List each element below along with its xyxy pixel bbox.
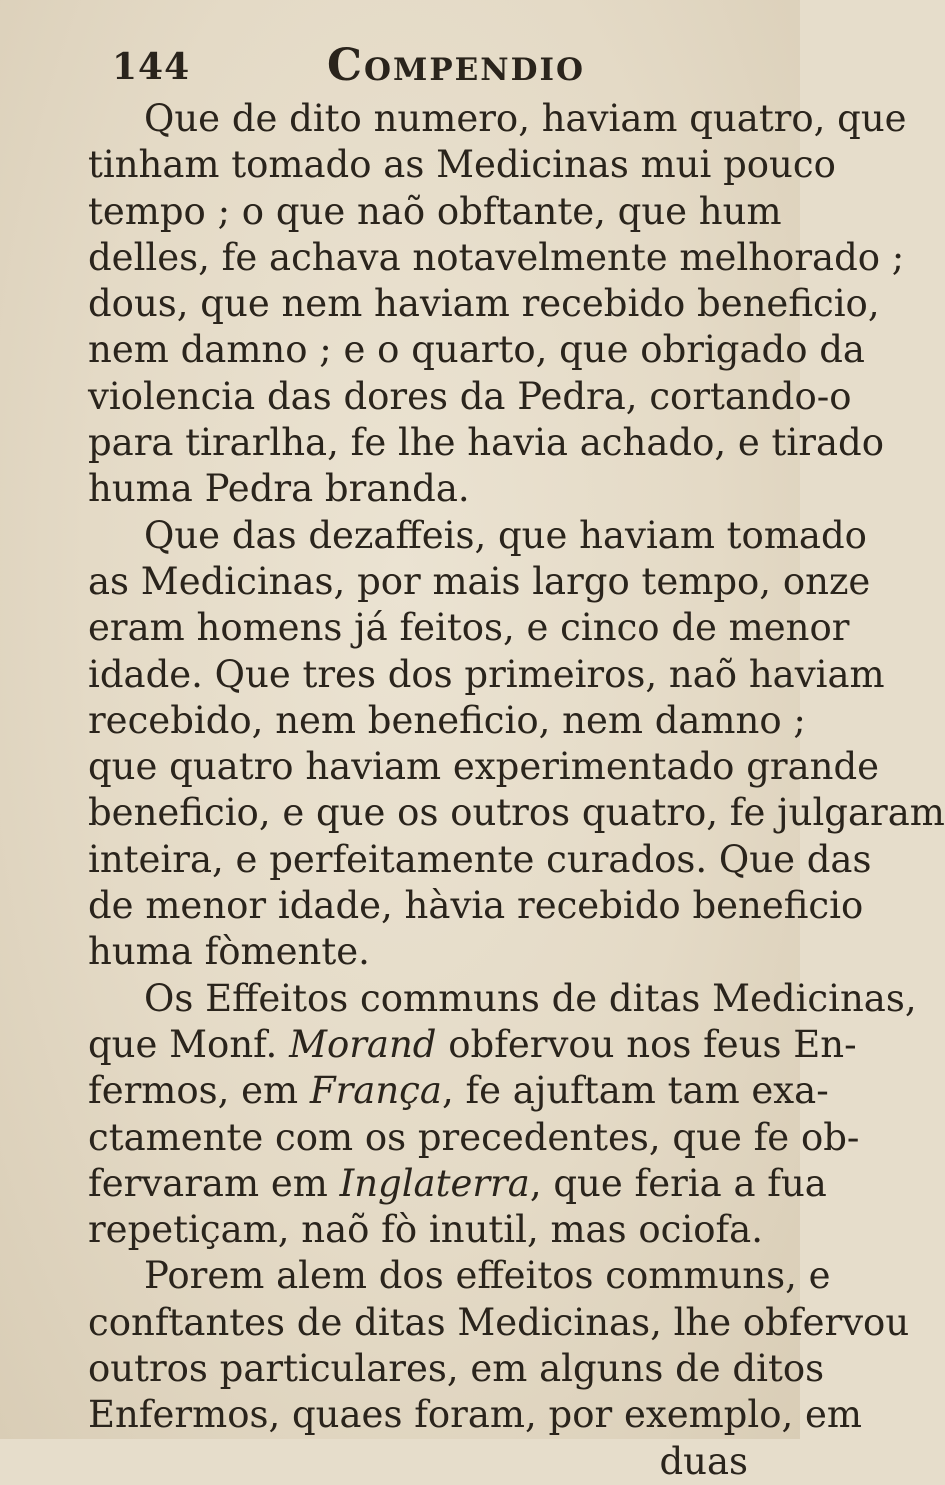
text-line: fervaram em Inglaterra, que feria a fua bbox=[88, 1161, 827, 1205]
text-line: outros particulares, em alguns de ditos bbox=[88, 1347, 825, 1391]
page-number: 144 bbox=[112, 46, 191, 88]
text-line: de menor idade, hàvia recebido beneficio bbox=[88, 884, 864, 928]
text-line: recebido, nem beneficio, nem damno ; bbox=[88, 698, 806, 742]
text-line: que Monf. Morand obfervou nos feus En- bbox=[88, 1022, 857, 1066]
text-line: tempo ; o que naõ obftante, que hum bbox=[88, 189, 782, 233]
text-line: delles, fe achava notavelmente melhorado ; bbox=[88, 235, 905, 279]
text-line: Enfermos, quaes foram, por exemplo, em bbox=[88, 1393, 862, 1437]
text-line: Que das dezaffeis, que haviam tomado bbox=[144, 513, 867, 557]
paragraph-4 bbox=[88, 1253, 910, 1438]
text-line: dous, que nem haviam recebido beneficio, bbox=[88, 282, 880, 326]
text-line: Os Effeitos communs de ditas Medicinas, bbox=[144, 976, 917, 1020]
text-line: tinham tomado as Medicinas mui pouco bbox=[88, 143, 836, 187]
paragraph-2 bbox=[88, 513, 945, 976]
text-line: ctamente com os precedentes, que fe ob- bbox=[88, 1115, 860, 1159]
text-line: conftantes de ditas Medicinas, lhe obfervou bbox=[88, 1300, 910, 1344]
text-line: beneficio, e que os outros quatro, fe julgaram bbox=[88, 791, 945, 835]
text-line: eram homens já feitos, e cinco de menor bbox=[88, 606, 850, 650]
running-title: Compendio bbox=[327, 40, 586, 91]
text-line: violencia das dores da Pedra, cortando-o bbox=[88, 374, 852, 418]
text-line: fermos, em França, fe ajuftam tam exa- bbox=[88, 1069, 829, 1113]
text-line: as Medicinas, por mais largo tempo, onze bbox=[88, 559, 871, 603]
page-header bbox=[112, 40, 712, 96]
text-line: para tirarlha, fe lhe havia achado, e tirado bbox=[88, 421, 884, 465]
text-line: Que de dito numero, haviam quatro, que bbox=[144, 97, 907, 140]
text-line: Porem alem dos effeitos communs, e bbox=[144, 1254, 831, 1298]
text-line: idade. Que tres dos primeiros, naõ haviam bbox=[88, 652, 885, 696]
body-text bbox=[88, 96, 945, 1485]
text-line: huma fòmente. bbox=[88, 930, 370, 974]
paragraph-3 bbox=[88, 976, 917, 1254]
text-line: nem damno ; e o quarto, que obrigado da bbox=[88, 328, 865, 372]
text-line: inteira, e perfeitamente curados. Que das bbox=[88, 837, 872, 881]
text-line: que quatro haviam experimentado grande bbox=[88, 745, 880, 789]
text-line: repetiçam, naõ fò inutil, mas ociofa. bbox=[88, 1208, 763, 1252]
catchword: duas bbox=[659, 1439, 748, 1483]
paragraph-1 bbox=[88, 96, 907, 513]
text-line: huma Pedra branda. bbox=[88, 467, 470, 511]
